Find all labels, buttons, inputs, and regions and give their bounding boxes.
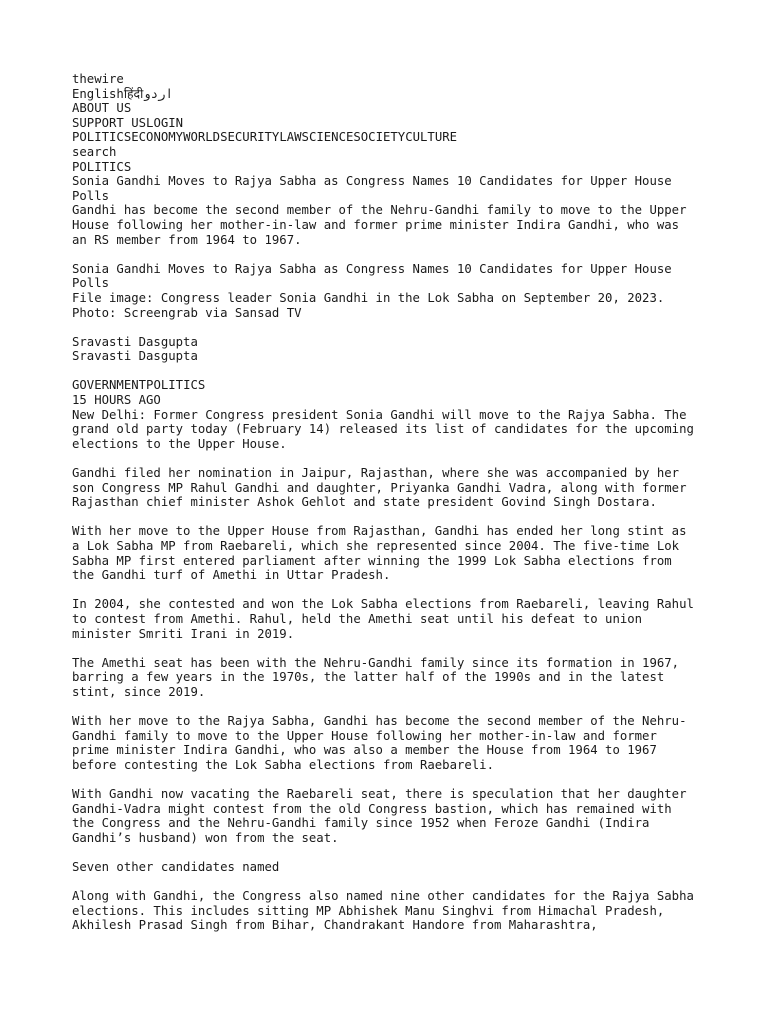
search-link[interactable]: search xyxy=(72,144,117,159)
nav-item-security[interactable]: SECURITY xyxy=(220,130,280,145)
page xyxy=(72,72,700,948)
nav-item-law[interactable]: LAW xyxy=(279,130,302,145)
nav-item-culture[interactable]: CULTURE xyxy=(405,130,458,145)
tag-list xyxy=(72,378,700,393)
article-paragraph: With her move to the Upper House from Rajasthan, Gandhi has ended her long stint as a Lok Sabha MP from Raebareli, which she represented since 2004. The five-time Lok Sabha MP first entered parliament after winning the 1999 Lok Sabha elections from the Gandhi turf of Amethi in Uttar Pradesh. xyxy=(72,524,687,583)
article-dek: Gandhi has become the second member of the Nehru-Gandhi family to move to the Upper House following her mother-in-law and former prime minister Indira Gandhi, who was an RS member from 1964 to 1967. xyxy=(72,203,687,247)
article-paragraph: Gandhi filed her nomination in Jaipur, Rajasthan, where she was accompanied by her son Congress MP Rahul Gandhi and daughter, Priyanka Gandhi Vadra, along with former Rajasthan chief minister Ashok Gehlot and state president Govind Singh Dostara. xyxy=(72,466,687,510)
nav-item-society[interactable]: SOCIETY xyxy=(353,130,406,145)
language-switcher xyxy=(72,87,700,102)
language-english[interactable]: English xyxy=(72,86,124,101)
about-link[interactable]: ABOUT US xyxy=(72,101,132,116)
tag-politics[interactable]: POLITICS xyxy=(146,378,206,393)
section-label[interactable]: POLITICS xyxy=(72,159,132,174)
article-paragraph: With her move to the Rajya Sabha, Gandhi has become the second member of the Nehru-Gandhi family to move to the Upper House following her mother-in-law and former prime minister Indira Gandhi, who was also a member the House from 1964 to 1967 before contesting the Lok Sabha elections from Raebareli. xyxy=(72,714,687,772)
support-link[interactable]: SUPPORT US xyxy=(72,115,147,130)
main-nav xyxy=(72,130,700,145)
support-login-row xyxy=(72,116,700,131)
nav-item-economy[interactable]: ECONOMY xyxy=(131,130,184,145)
article-paragraph: New Delhi: Former Congress president Sonia Gandhi will move to the Rajya Sabha. The grand old party today (February 14) released its list of candidates for the upcoming elections to the Upper House. xyxy=(72,407,694,451)
publish-time: 15 HOURS AGO xyxy=(72,393,161,408)
site-logo[interactable]: thewire xyxy=(72,72,124,86)
article-image-alt: Sonia Gandhi Moves to Rajya Sabha as Congress Names 10 Candidates for Upper House Polls xyxy=(72,261,672,291)
article-paragraph: Along with Gandhi, the Congress also named nine other candidates for the Rajya Sabha elections. This includes sitting MP Abhishek Manu Singhvi from Himachal Pradesh, Akhilesh Prasad Singh from Bihar, Chandrakant Handore from Maharashtra, xyxy=(72,889,694,933)
article-paragraph: With Gandhi now vacating the Raebareli seat, there is speculation that her daughter Gandhi-Vadra might contest from the old Congress bastion, which has remained with the Congress and the Nehru-Gandhi family since 1952 when Feroze Gandhi (Indira Gandhi’s husband) won from the seat. xyxy=(72,787,687,845)
login-link[interactable]: LOGIN xyxy=(146,115,184,130)
subheading: Seven other candidates named xyxy=(72,860,280,875)
author-byline[interactable]: Sravasti Dasgupta xyxy=(72,349,198,364)
nav-item-world[interactable]: WORLD xyxy=(183,130,221,145)
author-name[interactable]: Sravasti Dasgupta xyxy=(72,334,198,349)
article-title: Sonia Gandhi Moves to Rajya Sabha as Congress Names 10 Candidates for Upper House Polls xyxy=(72,174,672,203)
language-hindi[interactable]: हिंदी xyxy=(123,86,144,101)
image-caption: File image: Congress leader Sonia Gandhi in the Lok Sabha on September 20, 2023. Photo: Screengrab via Sansad TV xyxy=(72,290,665,320)
nav-item-science[interactable]: SCIENCE xyxy=(301,130,354,145)
language-urdu[interactable]: اردو xyxy=(143,86,173,101)
tag-government[interactable]: GOVERNMENT xyxy=(72,378,147,393)
article-paragraph: In 2004, she contested and won the Lok Sabha elections from Raebareli, leaving Rahul to contest from Amethi. Rahul, held the Amethi seat until his defeat to union minister Smriti Irani in 2019. xyxy=(72,597,694,641)
article-paragraph: The Amethi seat has been with the Nehru-Gandhi family since its formation in 1967, barring a few years in the 1970s, the latter half of the 1990s and in the latest stint, since 2019. xyxy=(72,655,680,699)
nav-item-politics[interactable]: POLITICS xyxy=(72,130,132,145)
